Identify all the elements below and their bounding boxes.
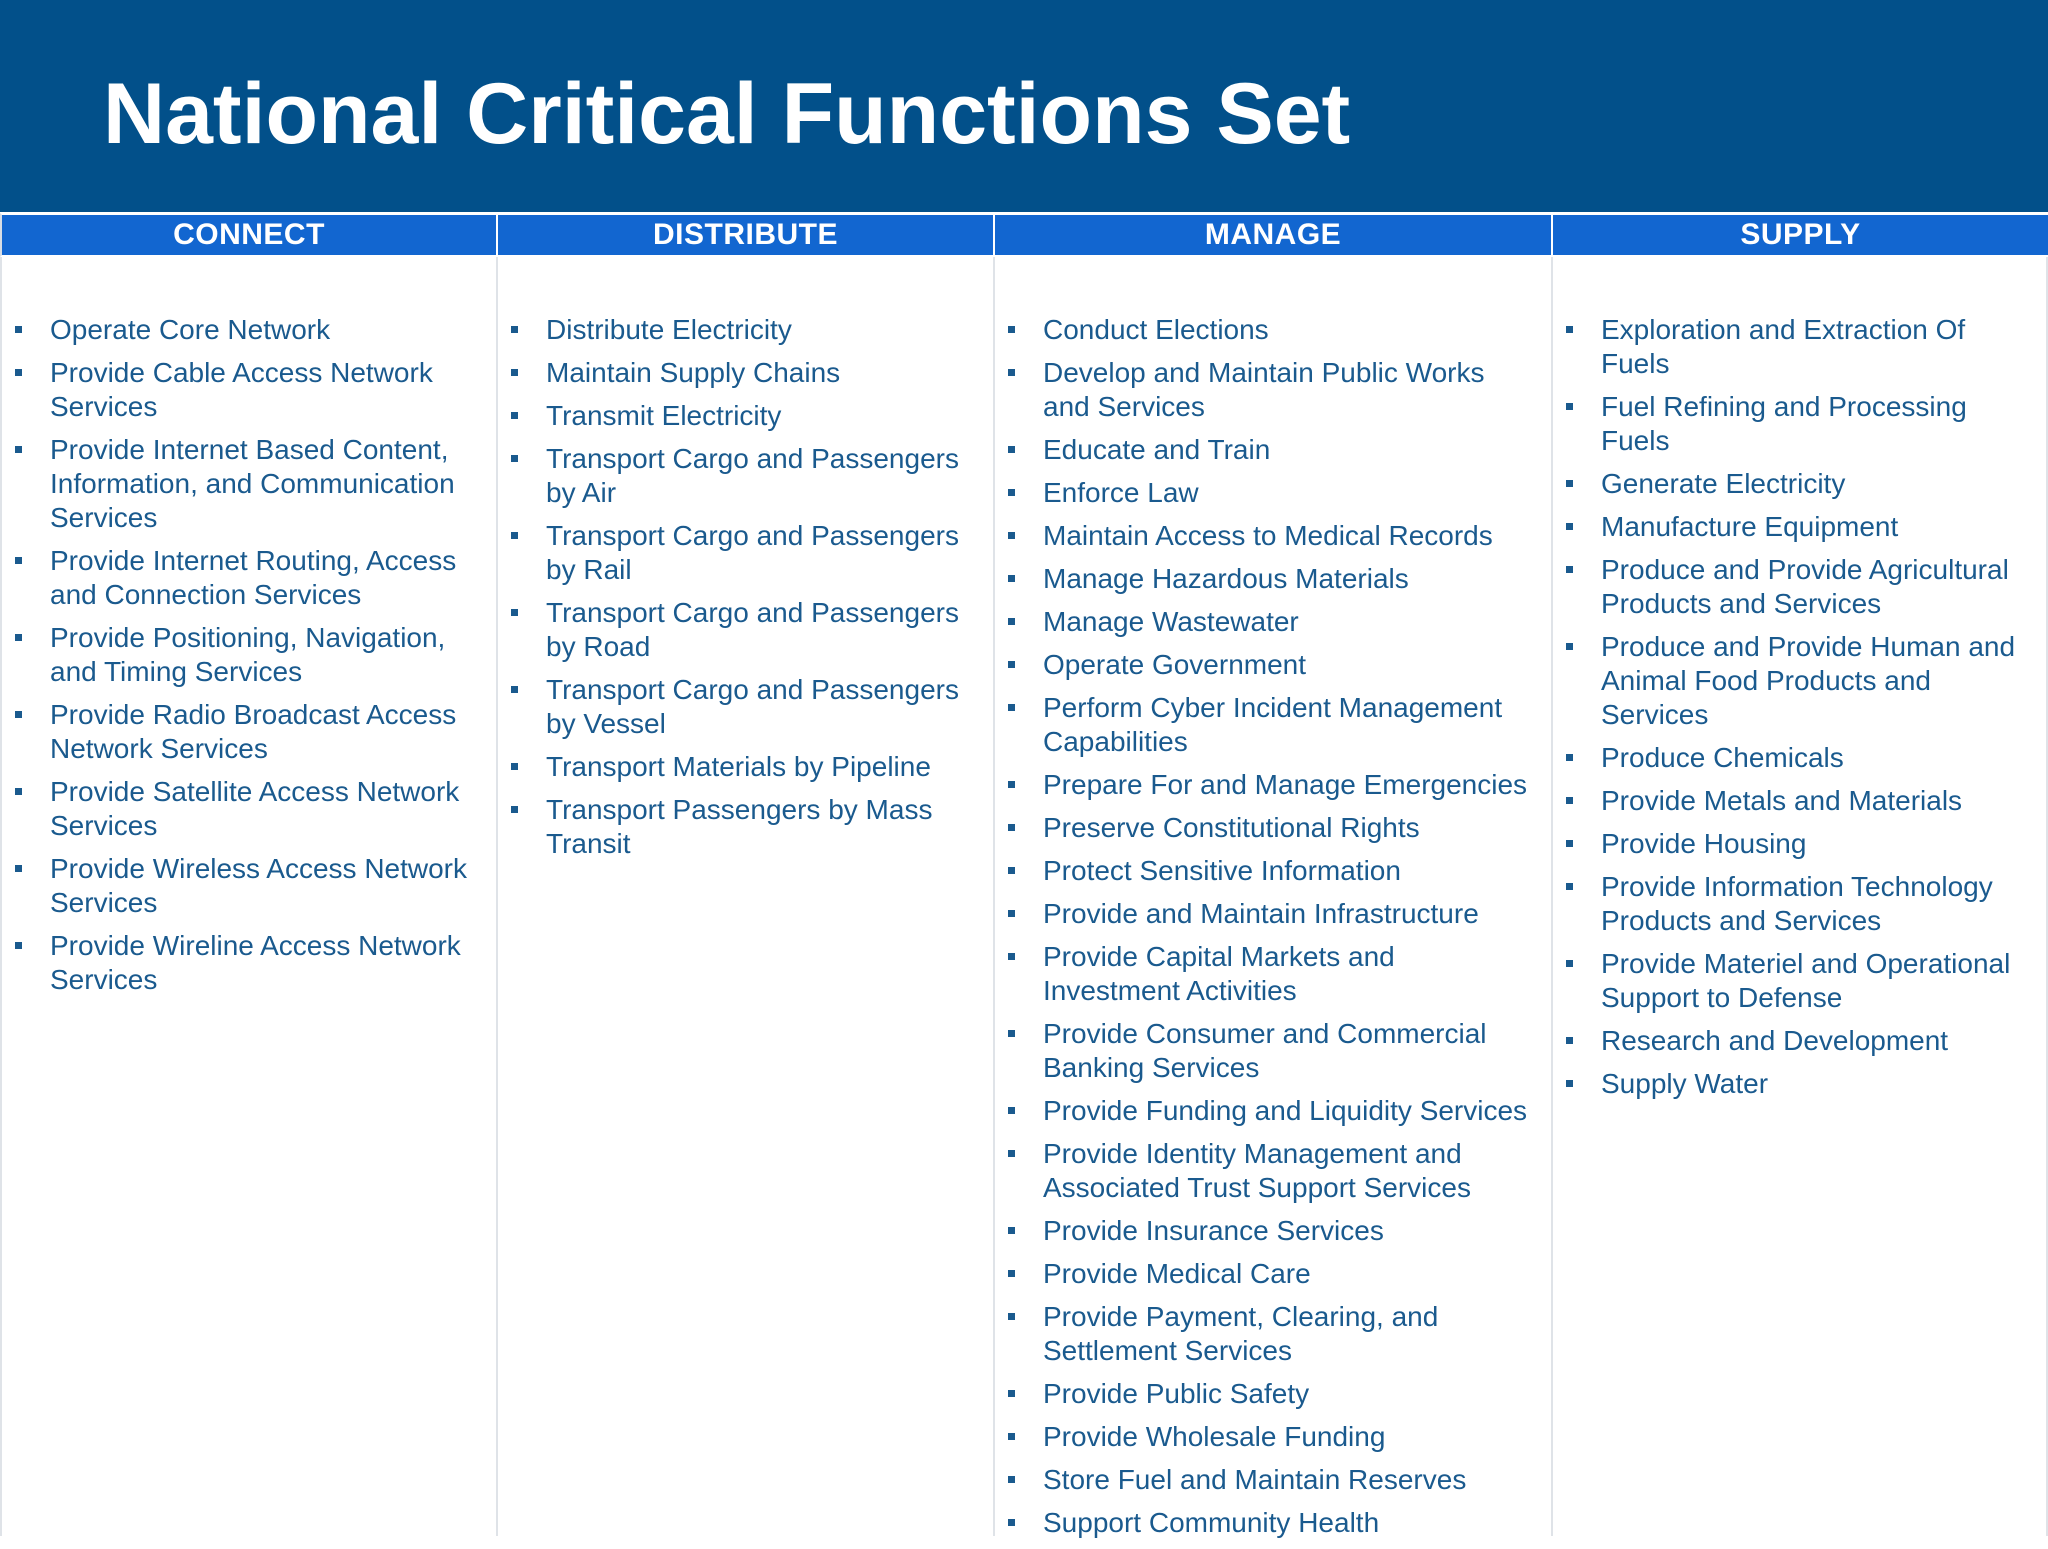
title-banner xyxy=(0,0,2048,212)
square-bullet-icon xyxy=(1008,867,1015,874)
function-label: Provide Housing xyxy=(1601,828,1807,859)
list-item xyxy=(995,811,1551,845)
square-bullet-icon xyxy=(1008,1313,1015,1320)
function-label: Supply Water xyxy=(1601,1068,1769,1099)
column-header-connect: CONNECT xyxy=(0,213,496,257)
list-item xyxy=(995,768,1551,802)
list-item xyxy=(995,1137,1551,1205)
function-label: Maintain Access to Medical Records xyxy=(1043,520,1493,551)
square-bullet-icon xyxy=(1008,661,1015,668)
square-bullet-icon xyxy=(15,865,22,872)
function-label: Provide Radio Broadcast Access Network Services xyxy=(50,699,457,764)
square-bullet-icon xyxy=(511,412,518,419)
function-list-supply xyxy=(1553,313,2046,1110)
square-bullet-icon xyxy=(15,557,22,564)
list-item xyxy=(995,356,1551,424)
function-label: Provide Internet Routing, Access and Connection Services xyxy=(50,545,457,610)
list-item xyxy=(2,433,496,535)
square-bullet-icon xyxy=(1008,1270,1015,1277)
square-bullet-icon xyxy=(1008,781,1015,788)
function-label: Manage Wastewater xyxy=(1043,606,1299,637)
function-label: Protect Sensitive Information xyxy=(1043,855,1401,886)
square-bullet-icon xyxy=(1008,824,1015,831)
square-bullet-icon xyxy=(511,532,518,539)
list-item xyxy=(1553,313,2046,381)
function-label: Provide Wholesale Funding xyxy=(1043,1421,1386,1452)
square-bullet-icon xyxy=(1008,953,1015,960)
square-bullet-icon xyxy=(15,634,22,641)
list-item xyxy=(1553,784,2046,818)
square-bullet-icon xyxy=(1008,326,1015,333)
column-header-supply: SUPPLY xyxy=(1551,213,2048,257)
square-bullet-icon xyxy=(1566,960,1573,967)
function-label: Perform Cyber Incident Management Capabilities xyxy=(1043,692,1503,757)
function-label: Provide Information Technology Products and Services xyxy=(1601,871,1993,936)
list-item xyxy=(2,775,496,843)
square-bullet-icon xyxy=(1566,1037,1573,1044)
function-label: Provide Public Safety xyxy=(1043,1378,1310,1409)
square-bullet-icon xyxy=(15,446,22,453)
square-bullet-icon xyxy=(1566,754,1573,761)
list-item xyxy=(995,562,1551,596)
list-item xyxy=(1553,870,2046,938)
function-label: Transport Cargo and Passengers by Road xyxy=(546,597,959,662)
function-label: Preserve Constitutional Rights xyxy=(1043,812,1420,843)
square-bullet-icon xyxy=(15,369,22,376)
square-bullet-icon xyxy=(15,711,22,718)
list-item xyxy=(995,433,1551,467)
list-item xyxy=(1553,947,2046,1015)
function-label: Produce and Provide Agricultural Products and Services xyxy=(1601,554,2009,619)
column-supply xyxy=(1551,257,2048,1536)
square-bullet-icon xyxy=(511,455,518,462)
square-bullet-icon xyxy=(1008,446,1015,453)
list-item xyxy=(498,519,993,587)
square-bullet-icon xyxy=(1008,1433,1015,1440)
square-bullet-icon xyxy=(1008,1476,1015,1483)
function-label: Operate Core Network xyxy=(50,314,331,345)
function-label: Store Fuel and Maintain Reserves xyxy=(1043,1464,1467,1495)
list-item xyxy=(995,691,1551,759)
list-item xyxy=(995,1377,1551,1411)
square-bullet-icon xyxy=(1008,910,1015,917)
column-header-distribute: DISTRIBUTE xyxy=(496,213,993,257)
square-bullet-icon xyxy=(1566,797,1573,804)
function-label: Fuel Refining and Processing Fuels xyxy=(1601,391,1967,456)
list-item xyxy=(498,442,993,510)
list-item xyxy=(1553,1024,2046,1058)
function-label: Provide Medical Care xyxy=(1043,1258,1311,1289)
square-bullet-icon xyxy=(1008,532,1015,539)
function-list-manage xyxy=(995,313,1551,1549)
square-bullet-icon xyxy=(1008,1107,1015,1114)
function-label: Produce Chemicals xyxy=(1601,742,1844,773)
square-bullet-icon xyxy=(1008,1519,1015,1526)
column-distribute xyxy=(496,257,993,1536)
list-item xyxy=(995,1463,1551,1497)
square-bullet-icon xyxy=(1008,489,1015,496)
square-bullet-icon xyxy=(1008,575,1015,582)
list-item xyxy=(2,852,496,920)
square-bullet-icon xyxy=(1008,369,1015,376)
list-item xyxy=(498,596,993,664)
list-item xyxy=(1553,467,2046,501)
function-label: Manage Hazardous Materials xyxy=(1043,563,1409,594)
list-item xyxy=(1553,390,2046,458)
column-manage xyxy=(993,257,1551,1536)
list-item xyxy=(2,356,496,424)
function-label: Provide Identity Management and Associated Trust Support Services xyxy=(1043,1138,1471,1203)
list-item xyxy=(2,929,496,997)
function-label: Provide Positioning, Navigation, and Timing Services xyxy=(50,622,446,687)
square-bullet-icon xyxy=(1566,523,1573,530)
list-item xyxy=(995,854,1551,888)
function-label: Produce and Provide Human and Animal Food Products and Services xyxy=(1601,631,2016,730)
function-label: Research and Development xyxy=(1601,1025,1949,1056)
function-label: Transmit Electricity xyxy=(546,400,782,431)
square-bullet-icon xyxy=(15,788,22,795)
function-label: Transport Cargo and Passengers by Vessel xyxy=(546,674,959,739)
list-item xyxy=(1553,741,2046,775)
function-label: Maintain Supply Chains xyxy=(546,357,841,388)
square-bullet-icon xyxy=(15,326,22,333)
list-item xyxy=(995,1300,1551,1368)
function-label: Transport Cargo and Passengers by Air xyxy=(546,443,959,508)
function-label: Provide Payment, Clearing, and Settlement Services xyxy=(1043,1301,1439,1366)
list-item xyxy=(995,1017,1551,1085)
function-label: Provide Wireline Access Network Services xyxy=(50,930,461,995)
square-bullet-icon xyxy=(511,686,518,693)
list-item xyxy=(995,519,1551,553)
square-bullet-icon xyxy=(1566,480,1573,487)
list-item xyxy=(498,313,993,347)
list-item xyxy=(498,750,993,784)
function-list-connect xyxy=(2,313,496,1006)
function-label: Support Community Health xyxy=(1043,1507,1380,1538)
function-label: Provide Internet Based Content, Information, and Communication Services xyxy=(50,434,455,533)
list-item xyxy=(2,621,496,689)
function-label: Enforce Law xyxy=(1043,477,1199,508)
square-bullet-icon xyxy=(15,942,22,949)
square-bullet-icon xyxy=(1566,883,1573,890)
function-label: Manufacture Equipment xyxy=(1601,511,1899,542)
square-bullet-icon xyxy=(1008,704,1015,711)
list-item xyxy=(1553,630,2046,732)
list-item xyxy=(995,313,1551,347)
list-item xyxy=(498,399,993,433)
square-bullet-icon xyxy=(1566,1080,1573,1087)
square-bullet-icon xyxy=(1566,403,1573,410)
square-bullet-icon xyxy=(511,609,518,616)
function-label: Transport Materials by Pipeline xyxy=(546,751,931,782)
list-item xyxy=(1553,827,2046,861)
function-label: Educate and Train xyxy=(1043,434,1271,465)
column-connect xyxy=(0,257,496,1536)
list-item xyxy=(995,1506,1551,1540)
list-item xyxy=(995,1094,1551,1128)
list-item xyxy=(2,698,496,766)
list-item xyxy=(995,605,1551,639)
function-label: Transport Cargo and Passengers by Rail xyxy=(546,520,959,585)
square-bullet-icon xyxy=(1008,618,1015,625)
list-item xyxy=(995,1420,1551,1454)
functions-table xyxy=(0,213,2048,1536)
list-item xyxy=(995,648,1551,682)
function-label: Exploration and Extraction Of Fuels xyxy=(1601,314,1966,379)
function-label: Prepare For and Manage Emergencies xyxy=(1043,769,1528,800)
square-bullet-icon xyxy=(1566,566,1573,573)
function-label: Generate Electricity xyxy=(1601,468,1846,499)
function-label: Operate Government xyxy=(1043,649,1307,680)
square-bullet-icon xyxy=(1008,1227,1015,1234)
list-item xyxy=(995,940,1551,1008)
list-item xyxy=(2,313,496,347)
list-item xyxy=(2,544,496,612)
square-bullet-icon xyxy=(1566,840,1573,847)
function-label: Provide Consumer and Commercial Banking Services xyxy=(1043,1018,1487,1083)
square-bullet-icon xyxy=(1008,1030,1015,1037)
function-label: Provide Funding and Liquidity Services xyxy=(1043,1095,1528,1126)
function-label: Provide Wireless Access Network Services xyxy=(50,853,468,918)
list-item xyxy=(995,1257,1551,1291)
function-label: Provide Insurance Services xyxy=(1043,1215,1384,1246)
column-header-manage: MANAGE xyxy=(993,213,1551,257)
square-bullet-icon xyxy=(511,763,518,770)
function-label: Provide Capital Markets and Investment Activities xyxy=(1043,941,1395,1006)
function-label: Provide Metals and Materials xyxy=(1601,785,1963,816)
list-item xyxy=(1553,553,2046,621)
square-bullet-icon xyxy=(511,806,518,813)
list-item xyxy=(995,1214,1551,1248)
list-item xyxy=(498,793,993,861)
function-list-distribute xyxy=(498,313,993,870)
list-item xyxy=(1553,510,2046,544)
function-label: Distribute Electricity xyxy=(546,314,792,345)
square-bullet-icon xyxy=(511,326,518,333)
square-bullet-icon xyxy=(1566,326,1573,333)
function-label: Conduct Elections xyxy=(1043,314,1269,345)
function-label: Provide Materiel and Operational Support to Defense xyxy=(1601,948,2011,1013)
function-label: Transport Passengers by Mass Transit xyxy=(546,794,933,859)
square-bullet-icon xyxy=(1008,1390,1015,1397)
list-item xyxy=(995,476,1551,510)
function-label: Develop and Maintain Public Works and Services xyxy=(1043,357,1485,422)
square-bullet-icon xyxy=(511,369,518,376)
square-bullet-icon xyxy=(1008,1150,1015,1157)
list-item xyxy=(995,897,1551,931)
page-title: National Critical Functions Set xyxy=(103,66,1351,162)
square-bullet-icon xyxy=(1566,643,1573,650)
function-label: Provide Satellite Access Network Services xyxy=(50,776,460,841)
function-label: Provide Cable Access Network Services xyxy=(50,357,433,422)
list-item xyxy=(498,673,993,741)
function-label: Provide and Maintain Infrastructure xyxy=(1043,898,1479,929)
list-item xyxy=(498,356,993,390)
list-item xyxy=(1553,1067,2046,1101)
